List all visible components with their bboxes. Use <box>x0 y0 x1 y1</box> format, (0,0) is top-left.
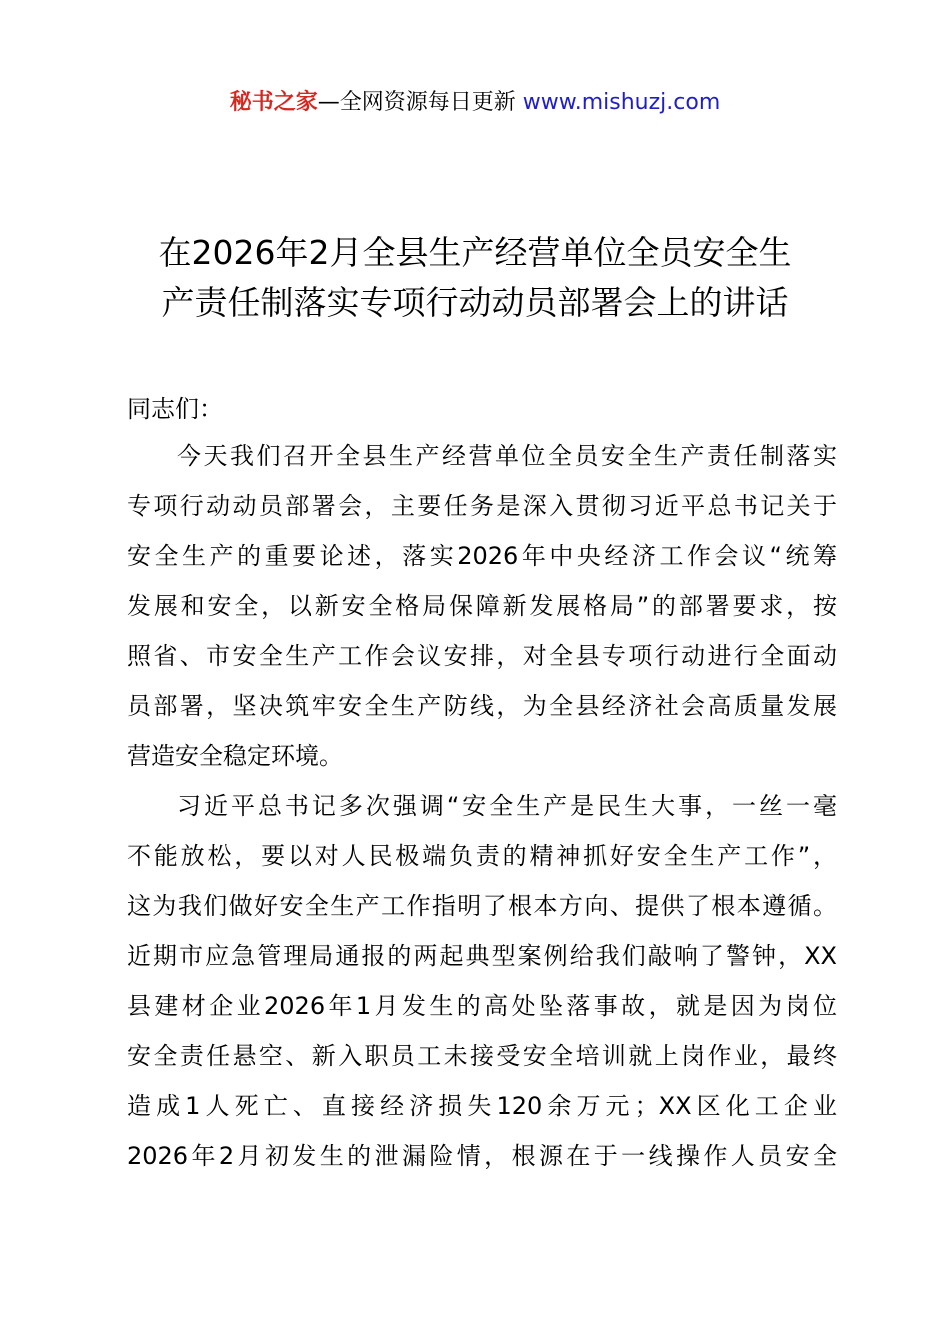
text-line: 照省、市安全生产工作会议安排，对全县专项行动进行全面动 <box>127 642 837 670</box>
title-line-1: 在2026年2月全县生产经营单位全员安全生 <box>158 233 792 272</box>
site-link[interactable]: www.mishuzj.com <box>522 90 721 115</box>
text-line: 不能放松，要以对人民极端负责的精神抓好安全生产工作”， <box>127 842 837 870</box>
text-line: 造成1人死亡、直接经济损失120余万元；XX区化工企业 <box>127 1092 837 1120</box>
text-line: 近期市应急管理局通报的两起典型案例给我们敲响了警钟，XX <box>127 942 837 970</box>
text-line: 2026年2月初发生的泄漏险情，根源在于一线操作人员安全 <box>127 1142 837 1170</box>
text-line: 这为我们做好安全生产工作指明了根本方向、提供了根本遵循。 <box>127 892 837 920</box>
paragraph-1 <box>127 431 837 781</box>
salutation: 同志们： <box>127 395 223 423</box>
text-line: 发展和安全，以新安全格局保障新发展格局”的部署要求，按 <box>127 592 837 620</box>
text-line: 习近平总书记多次强调“安全生产是民生大事，一丝一毫 <box>177 792 837 820</box>
header-banner <box>0 86 950 120</box>
paragraph-2 <box>127 781 837 1181</box>
header-tagline: —全网资源每日更新 <box>317 90 523 115</box>
text-line: 安全责任悬空、新入职员工未接受安全培训就上岗作业，最终 <box>127 1042 837 1070</box>
text-line: 安全生产的重要论述，落实2026年中央经济工作会议“统筹 <box>127 542 837 570</box>
title-line-2: 产责任制落实专项行动动员部署会上的讲话 <box>161 283 789 322</box>
text-line: 今天我们召开全县生产经营单位全员安全生产责任制落实 <box>177 442 837 470</box>
text-line: 营造安全稳定环境。 <box>127 742 343 770</box>
brand-name: 秘书之家 <box>229 90 318 115</box>
document-title <box>110 228 840 328</box>
text-line: 员部署，坚决筑牢安全生产防线，为全县经济社会高质量发展 <box>127 692 837 720</box>
text-line: 专项行动动员部署会，主要任务是深入贯彻习近平总书记关于 <box>127 492 837 520</box>
body-text <box>127 431 837 1181</box>
text-line: 县建材企业2026年1月发生的高处坠落事故，就是因为岗位 <box>127 992 837 1020</box>
